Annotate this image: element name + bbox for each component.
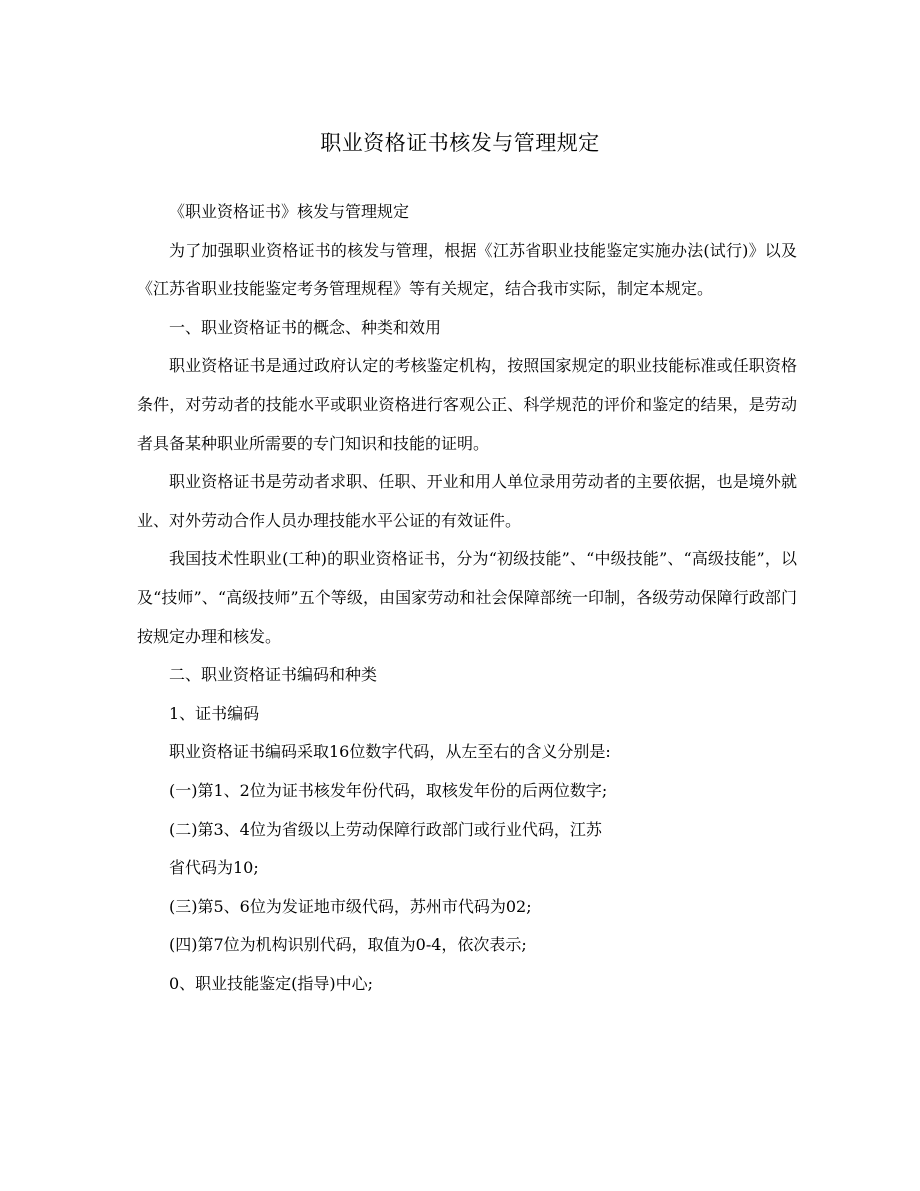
- paragraph-intro: 为了加强职业资格证书的核发与管理，根据《江苏省职业技能鉴定实施办法(试行)》以及《江苏省职业技能鉴定考务管理规程》等有关规定，结合我市实际，制定本规定。: [137, 240, 797, 299]
- list-item-code-2: (二)第3、4位为省级以上劳动保障行政部门或行业代码，江苏: [169, 819, 602, 839]
- paragraph-usage: 职业资格证书是劳动者求职、任职、开业和用人单位录用劳动者的主要依据，也是境外就业、对外劳动合作人员办理技能水平公证的有效证件。: [137, 472, 797, 530]
- section-heading-1: 一、职业资格证书的概念、种类和效用: [169, 317, 442, 337]
- paragraph-levels: 我国技术性职业(工种)的职业资格证书，分为“初级技能”、“中级技能”、“高级技能”，以及“技师”、“高级技师”五个等级，由国家劳动和社会保障部统一印制，各级劳动保障行政部门按规定办理和核发。: [137, 549, 797, 646]
- section-heading-2: 二、职业资格证书编码和种类: [169, 665, 378, 685]
- paragraph-subtitle: 《职业资格证书》核发与管理规定: [169, 202, 410, 221]
- list-item-code-2-continued: 省代码为10;: [169, 858, 259, 878]
- paragraph-code-intro: 职业资格证书编码采取16位数字代码，从左至右的含义分别是:: [169, 742, 611, 762]
- list-item-code-3: (三)第5、6位为发证地市级代码，苏州市代码为02;: [169, 896, 532, 916]
- document-body: [137, 193, 797, 1003]
- list-item-code-4-option-0: 0、职业技能鉴定(指导)中心;: [169, 973, 374, 993]
- paragraph-definition: 职业资格证书是通过政府认定的考核鉴定机构，按照国家规定的职业技能标准或任职资格条件，对劳动者的技能水平或职业资格进行客观公正、科学规范的评价和鉴定的结果，是劳动者具备某种职业所需要的专门知识和技能的证明。: [137, 356, 797, 453]
- list-item-code-1: (一)第1、2位为证书核发年份代码，取核发年份的后两位数字;: [169, 780, 608, 800]
- list-item-code-4: (四)第7位为机构识别代码，取值为0-4，依次表示;: [169, 935, 527, 955]
- subsection-heading-1: 1、证书编码: [169, 703, 260, 723]
- document-title: 职业资格证书核发与管理规定: [320, 131, 600, 155]
